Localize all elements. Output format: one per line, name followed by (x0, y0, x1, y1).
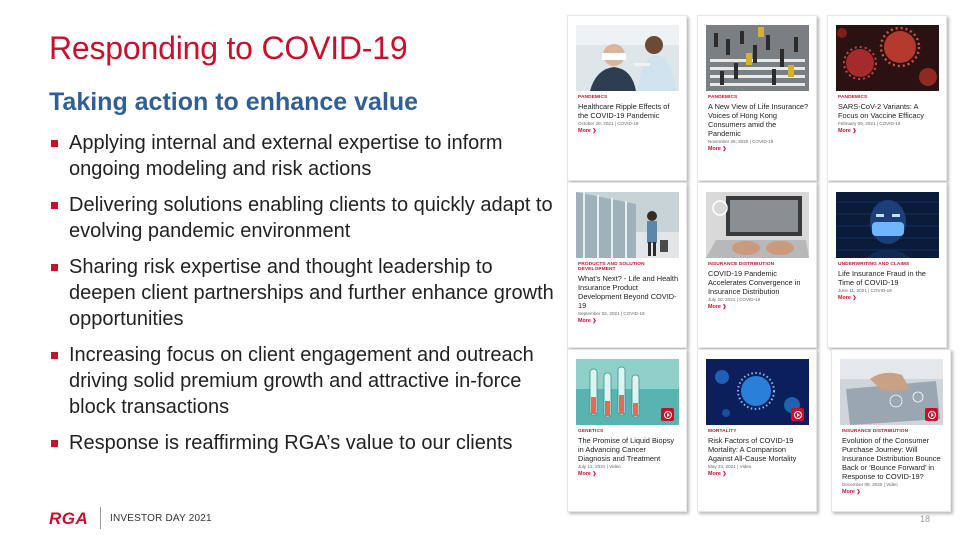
laptop-hands-image (706, 192, 809, 258)
card-body (842, 429, 944, 495)
more-link[interactable]: More ❯ (708, 471, 727, 477)
play-video-icon[interactable] (661, 408, 674, 421)
card-category: INSURANCE DISTRIBUTION (708, 262, 775, 267)
card-meta: June 11, 2021 | COVID-19 (838, 288, 892, 293)
card-title[interactable]: Evolution of the Consumer Purchase Journey: Will Insurance Distribution Bounce Back or ‘Bounce Forward’ in Response to COVID-19? (842, 436, 941, 481)
chevron-right-icon: ❯ (722, 146, 727, 152)
crowd-crosswalk-image (706, 25, 809, 91)
more-link[interactable]: More ❯ (578, 471, 597, 477)
card-category: UNDERWRITING AND CLAIMS (838, 262, 910, 267)
more-link[interactable]: More ❯ (842, 489, 861, 495)
more-link[interactable]: More ❯ (838, 295, 857, 301)
chevron-right-icon: ❯ (592, 128, 597, 134)
red-virus-particles-image (836, 25, 939, 91)
footer-event-label: INVESTOR DAY 2021 (110, 513, 212, 524)
article-card[interactable] (827, 182, 947, 348)
doctor-vaccinating-patient-image (576, 25, 679, 91)
hand-touchscreen-image (840, 359, 943, 425)
card-category: PANDEMICS (708, 95, 738, 100)
play-video-icon[interactable] (925, 408, 938, 421)
chevron-right-icon: ❯ (592, 471, 597, 477)
more-link[interactable]: More ❯ (708, 304, 727, 310)
article-card[interactable] (567, 182, 687, 348)
article-card[interactable] (567, 349, 687, 512)
card-body (578, 429, 680, 477)
article-card[interactable] (831, 349, 951, 512)
card-body (708, 95, 810, 152)
blue-virus-particles-image (706, 359, 809, 425)
slide-title: Responding to COVID-19 (49, 30, 408, 66)
card-meta: December 08, 2020 | Video (842, 482, 898, 487)
card-meta: September 02, 2021 | COVID-19 (578, 311, 645, 316)
card-title[interactable]: What’s Next? - Life and Health Insurance Product Development Beyond COVID-19 (578, 274, 679, 310)
article-card[interactable] (827, 15, 947, 181)
card-title[interactable]: Life Insurance Fraud in the Time of COVID-19 (838, 269, 926, 287)
chevron-right-icon: ❯ (722, 471, 727, 477)
rga-logo: RGA (49, 509, 89, 528)
slide-subtitle: Taking action to enhance value (49, 88, 419, 116)
card-category: PANDEMICS (838, 95, 868, 100)
chevron-right-icon: ❯ (592, 318, 597, 324)
card-meta: July 20, 2021 | COVID-19 (708, 297, 761, 302)
card-title[interactable]: SARS-CoV-2 Variants: A Focus on Vaccine Efficacy (838, 102, 924, 120)
card-title[interactable]: COVID-19 Pandemic Accelerates Convergence in Insurance Distribution (708, 269, 801, 296)
page-number: 18 (919, 514, 930, 524)
masked-face-blue-image (836, 192, 939, 258)
card-meta: October 29, 2021 | COVID-19 (578, 121, 639, 126)
bullet-item: Sharing risk expertise and thought leadership to deepen client partnerships and further enhance growth opportunities (49, 254, 559, 332)
card-title[interactable]: The Promise of Liquid Biopsy in Advancing Cancer Diagnosis and Treatment (578, 436, 675, 463)
article-card[interactable] (697, 15, 817, 181)
card-body (578, 262, 680, 324)
bullet-item: Delivering solutions enabling clients to quickly adapt to evolving pandemic environment (49, 192, 559, 244)
more-link[interactable]: More ❯ (578, 318, 597, 324)
more-link[interactable]: More ❯ (838, 128, 857, 134)
article-card[interactable] (567, 15, 687, 181)
chevron-right-icon: ❯ (852, 128, 857, 134)
card-body (838, 95, 940, 134)
card-category: MORTALITY (708, 429, 737, 434)
chevron-right-icon: ❯ (722, 304, 727, 310)
card-category: PRODUCTS AND SOLUTION DEVELOPMENT (578, 262, 645, 272)
more-link[interactable]: More ❯ (578, 128, 597, 134)
chevron-right-icon: ❯ (856, 489, 861, 495)
card-category: INSURANCE DISTRIBUTION (842, 429, 909, 434)
bullet-item: Response is reaffirming RGA’s value to our clients (49, 430, 559, 456)
card-body (578, 95, 680, 134)
card-title[interactable]: Risk Factors of COVID-19 Mortality: A Comparison Against All-Cause Mortality (708, 436, 797, 463)
card-title[interactable]: A New View of Life Insurance? Voices of Hong Kong Consumers amid the Pandemic (708, 102, 809, 138)
card-category: PANDEMICS (578, 95, 608, 100)
more-link[interactable]: More ❯ (708, 146, 727, 152)
lab-test-tubes-image (576, 359, 679, 425)
chevron-right-icon: ❯ (852, 295, 857, 301)
article-card-grid (567, 15, 947, 512)
bullet-item: Applying internal and external expertise to inform ongoing modeling and risk actions (49, 130, 559, 182)
bullet-item: Increasing focus on client engagement and outreach driving solid premium growth and attractive in-force block transactions (49, 342, 559, 420)
article-card[interactable] (697, 349, 817, 512)
card-meta: February 09, 2021 | COVID-19 (838, 121, 901, 126)
play-video-icon[interactable] (791, 408, 804, 421)
card-meta: May 24, 2021 | Video (708, 464, 752, 469)
bullet-list (49, 130, 559, 466)
footer-divider (100, 507, 101, 529)
traveler-airport-image (576, 192, 679, 258)
card-body (838, 262, 940, 301)
card-body (708, 262, 810, 310)
card-body (708, 429, 810, 477)
card-meta: November 25, 2020 | COVID-19 (708, 139, 774, 144)
card-meta: July 12, 2021 | Video (578, 464, 621, 469)
article-card[interactable] (697, 182, 817, 348)
card-category: GENETICS (578, 429, 604, 434)
card-title[interactable]: Healthcare Ripple Effects of the COVID-19 Pandemic (578, 102, 670, 120)
